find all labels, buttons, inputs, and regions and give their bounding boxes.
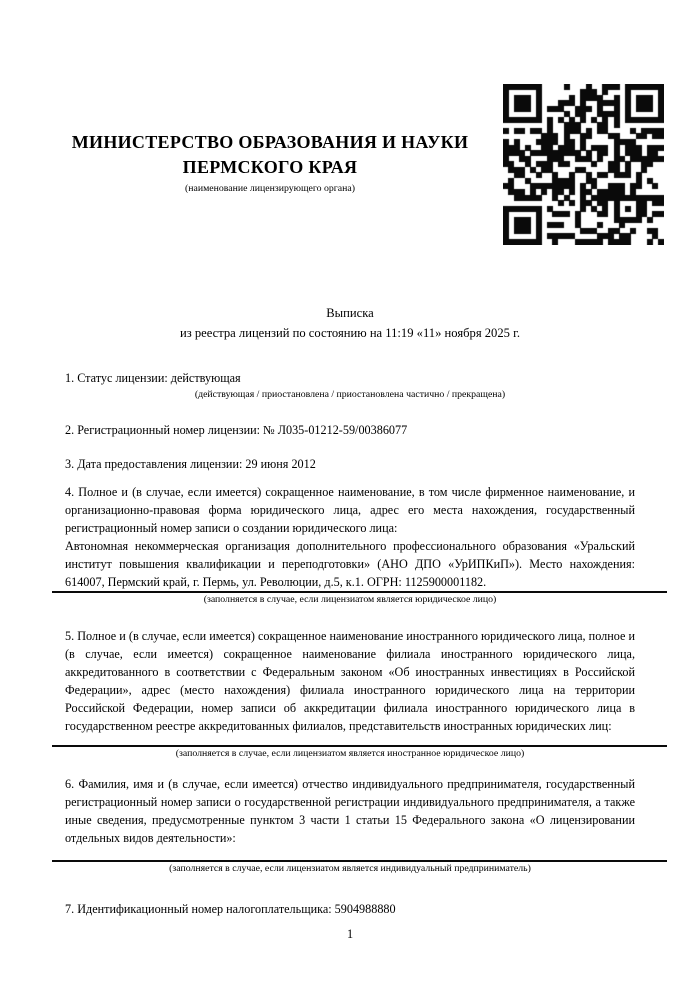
individual-entrepreneur-caption: (заполняется в случае, если лицензиатом является индивидуальный предприниматель) bbox=[169, 863, 531, 874]
individual-entrepreneur-separator-line bbox=[52, 860, 667, 862]
individual-entrepreneur-paragraph: 6. Фамилия, имя и (в случае, если имеется) отчество индивидуального предпринимателя, государственный регистрационный номер записи о государственной регистрации индивидуального предпринимателя, а также иные сведения, предусмотренные пунктом 3 части 1 статьи 15 Федерального закона «О лицензировании отдельных видов деятельности»: bbox=[65, 777, 635, 845]
document-subtitle: из реестра лицензий по состоянию на 11:19 «11» ноября 2025 г. bbox=[179, 326, 520, 340]
license-status: 1. Статус лицензии: действующая bbox=[65, 371, 241, 385]
qr-code-icon bbox=[503, 84, 664, 245]
legal-entity-caption: (заполняется в случае, если лицензиатом является юридическое лицо) bbox=[203, 594, 497, 605]
legal-entity-intro: 4. Полное и (в случае, если имеется) сокращенное наименование, в том числе фирменное наименование, и организационно-правовая форма юридического лица, адрес его места нахождения, государственный регистрационный номер записи о создании юридического лица: bbox=[65, 485, 635, 535]
registration-number: 2. Регистрационный номер лицензии: № Л035-01212-59/00386077 bbox=[65, 423, 408, 437]
license-status-options-caption: (действующая / приостановлена / приостановлена частично / прекращена) bbox=[194, 389, 506, 400]
license-grant-date: 3. Дата предоставления лицензии: 29 июня 2012 bbox=[65, 457, 316, 471]
licensing-authority-block bbox=[40, 130, 500, 195]
ministry-caption: (наименование лицензирующего органа) bbox=[184, 183, 355, 194]
legal-entity-separator-line bbox=[52, 591, 667, 593]
foreign-entity-separator-line bbox=[52, 745, 667, 747]
foreign-entity-caption: (заполняется в случае, если лицензиатом является иностранное юридическое лицо) bbox=[175, 748, 525, 759]
foreign-entity-paragraph: 5. Полное и (в случае, если имеется) сокращенное наименование иностранного юридического лица, полное и (в случае, если имеется) сокращенное наименование филиала иностранного юридического лица, аккредитованного в соответствии с Федеральным законом «Об иностранных инвестициях в Российской Федерации», адрес (место нахождения) филиала иностранного юридического лица на территории Российской Федерации, номер записи об аккредитации филиала иностранного юридического лица в государственном реестре аккредитованных филиалов, представительств иностранных юридических лиц: bbox=[65, 629, 635, 733]
legal-entity-name-value: Автономная некоммерческая организация дополнительного профессионального образования «Уральский институт повышения квалификации и переподготовки» (АНО ДПО «УрИПКиП»). Место нахождения: 614007, Пермский край, г. Пермь, ул. Революции, д.5, к.1. ОГРН: 1125900001182. bbox=[65, 539, 635, 589]
document-title: Выписка bbox=[326, 306, 374, 320]
taxpayer-number: 7. Идентификационный номер налогоплательщика: 5904988880 bbox=[65, 902, 396, 916]
ministry-name-line2: ПЕРМСКОГО КРАЯ bbox=[182, 157, 358, 177]
document-title-block bbox=[0, 303, 700, 343]
document-body bbox=[65, 369, 635, 918]
ministry-name-line1: МИНИСТЕРСТВО ОБРАЗОВАНИЯ И НАУКИ bbox=[71, 132, 469, 152]
page-number: 1 bbox=[346, 927, 354, 941]
